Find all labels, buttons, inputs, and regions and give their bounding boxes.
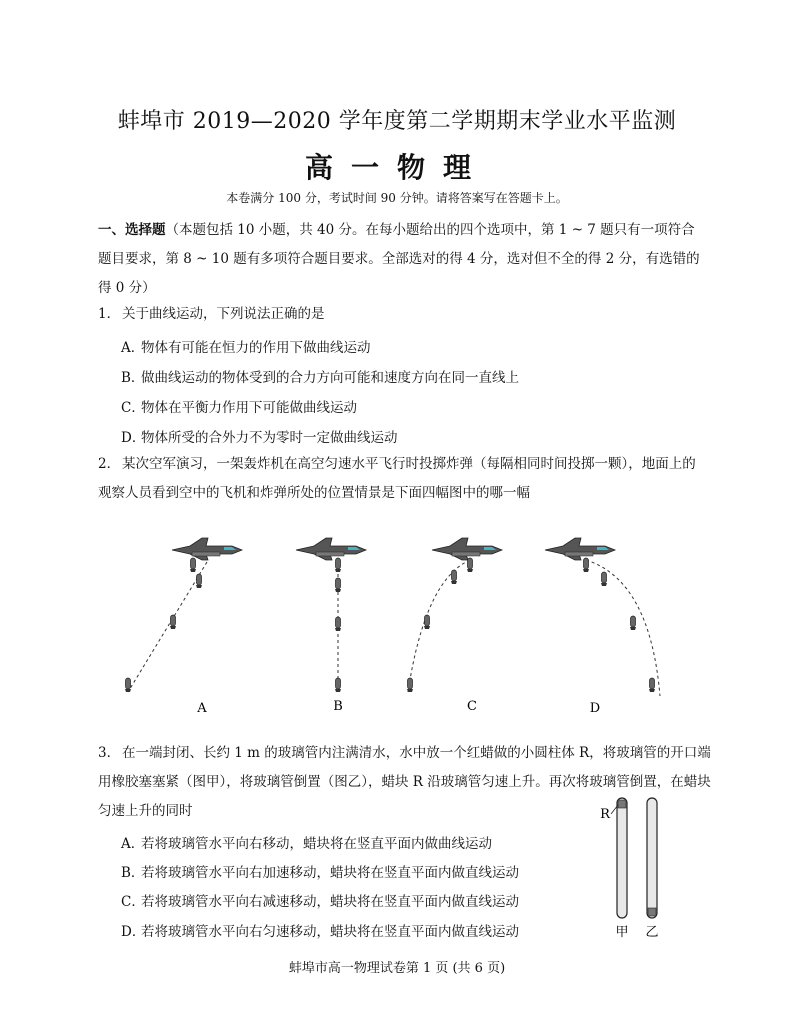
tube-yi — [647, 798, 657, 918]
question-2 — [98, 450, 704, 508]
label-yi: 乙 — [645, 925, 659, 940]
bomb — [630, 616, 636, 630]
section-lead: 一、选择题 — [98, 222, 166, 238]
question-1 — [98, 300, 704, 329]
bomb — [407, 678, 413, 692]
figure-d — [545, 538, 660, 716]
bomb — [335, 678, 341, 692]
figure-label-c: C — [467, 699, 477, 714]
bomb — [335, 578, 341, 592]
exam-note: 本卷满分 100 分，考试时间 90 分钟。请将答案写在答题卡上。 — [226, 191, 568, 205]
plane-b — [296, 538, 366, 560]
plane-a — [172, 538, 242, 560]
bomb — [335, 617, 341, 631]
bomb — [335, 558, 341, 572]
question-stem: 在一端封闭、长约 1 m 的玻璃管内注满清水，水中放一个红蜡做的小圆柱体 R，将玻璃管的开口端用橡胶塞塞紧（图甲），将玻璃管倒置（图乙），蜡块 R 沿玻璃管匀速上升。再次将玻璃管倒置，在蜡块匀速上升的同时 — [98, 745, 711, 819]
question-number: 3． — [98, 745, 121, 761]
bomb — [583, 558, 589, 572]
bomber-figure — [0, 520, 794, 720]
bomb — [196, 574, 202, 588]
bomb — [170, 615, 176, 629]
subject-title: 高一物理 — [304, 151, 489, 184]
plane-d — [545, 538, 615, 560]
question-number: 1． — [98, 306, 121, 322]
figure-c — [407, 538, 502, 714]
question-stem: 某次空军演习，一架轰炸机在高空匀速水平飞行时投掷炸弹（每隔相同时间投掷一颗），地面上的观察人员看到空中的飞机和炸弹所处的位置情景是下面四幅图中的哪一幅 — [98, 456, 696, 501]
q3-option-c: C．若将玻璃管水平向右减速移动，蜡块将在竖直平面内做直线运动 — [121, 894, 519, 910]
figure-label-d: D — [589, 701, 601, 716]
bomb — [467, 558, 473, 572]
exam-title: 蚌埠市 2019—2020 学年度第二学期期末学业水平监测 — [117, 109, 677, 134]
bomb — [190, 558, 196, 572]
q1-option-d: D．物体所受的合外力不为零时一定做曲线运动 — [121, 430, 398, 446]
label-jia: 甲 — [615, 925, 629, 940]
wax-block-bottom — [648, 908, 656, 916]
tube-jia — [617, 798, 627, 918]
bomb — [424, 615, 430, 629]
q3-option-d: D．若将玻璃管水平向右匀速移动，蜡块将在竖直平面内做直线运动 — [121, 924, 519, 940]
figure-label-a: A — [197, 701, 207, 716]
question-number: 2． — [98, 456, 121, 472]
tube-figure — [595, 794, 675, 946]
section-text: （本题包括 10 小题，共 40 分。在每小题给出的四个选项中，第 1 ~ 7 题只有一项符合题目要求，第 8 ~ 10 题有多项符合题目要求。全部选对的得 4 分，选对但不全的得 2 分，有选错的得 0 分） — [98, 222, 700, 296]
bomb — [601, 572, 607, 586]
wax-block-r — [618, 800, 626, 808]
q3-option-b: B．若将玻璃管水平向右加速移动，蜡块将在竖直平面内做直线运动 — [121, 865, 519, 881]
plane-c — [432, 538, 502, 560]
question-stem: 关于曲线运动，下列说法正确的是 — [122, 306, 325, 322]
figure-b — [296, 538, 366, 714]
bomb — [649, 678, 655, 692]
label-r: R — [600, 807, 610, 822]
section-instructions — [98, 216, 703, 303]
figure-label-b: B — [333, 699, 343, 714]
q1-option-c: C．物体在平衡力作用下可能做曲线运动 — [121, 400, 357, 416]
q1-option-b: B．做曲线运动的物体受到的合力方向可能和速度方向在同一直线上 — [121, 370, 519, 386]
bomb — [451, 570, 457, 584]
bomb — [125, 678, 131, 692]
q3-option-a: A．若将玻璃管水平向右移动，蜡块将在竖直平面内做曲线运动 — [121, 836, 492, 852]
page-footer: 蚌埠市高一物理试卷第 1 页 (共 6 页) — [288, 961, 506, 976]
figure-a — [125, 538, 242, 716]
q1-option-a: A．物体有可能在恒力的作用下做曲线运动 — [121, 340, 371, 356]
